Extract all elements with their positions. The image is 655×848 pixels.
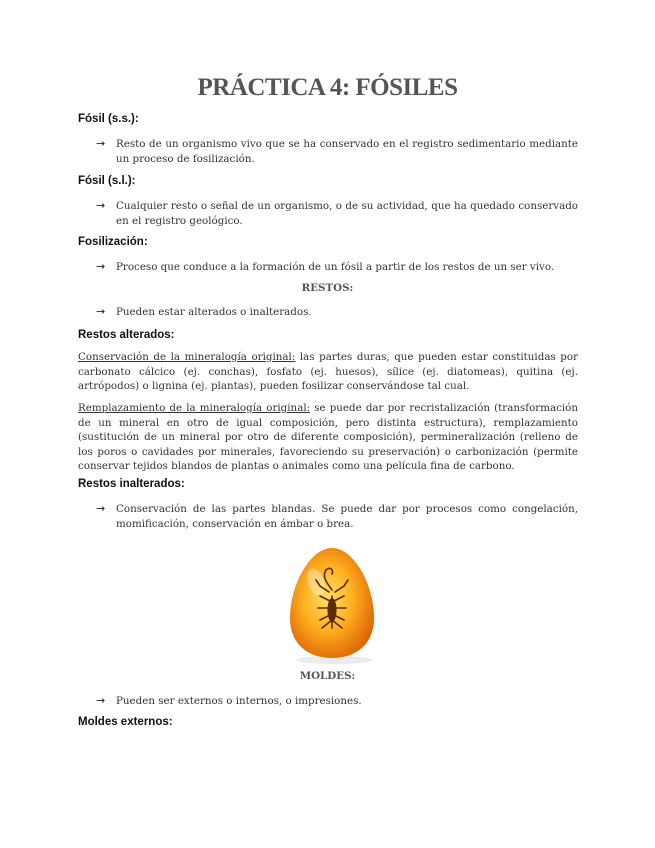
bullet-fosil-sl: → Cualquier resto o señal de un organismo, o de su actividad, que ha quedado conservado en el registro geológico. bbox=[96, 199, 578, 227]
term-remplazamiento: Remplazamiento de la mineralogía original: bbox=[78, 402, 311, 414]
bullet-restos-inalterados: → Conservación de las partes blandas. Se puede dar por procesos como congelación, momificación, conservación en ámbar o brea. bbox=[96, 502, 578, 530]
arrow-right-icon: → bbox=[96, 199, 106, 212]
term-conservacion: Conservación de la mineralogía original: bbox=[78, 351, 296, 363]
heading-fosil-sl: Fósil (s.l.): bbox=[78, 175, 136, 187]
arrow-right-icon: → bbox=[96, 305, 106, 318]
arrow-right-icon: → bbox=[96, 694, 106, 707]
arrow-right-icon: → bbox=[96, 260, 106, 273]
heading-restos-inalterados: Restos inalterados: bbox=[78, 478, 185, 490]
bullet-fosil-ss: → Resto de un organismo vivo que se ha conservado en el registro sedimentario mediante un proceso de fosilización. bbox=[96, 137, 578, 165]
paragraph-remplazamiento: Remplazamiento de la mineralogía original: se puede dar por recristalización (transformación de un mineral en otro de igual composición, pero distinta estructura), remplazamiento (sustitución de un mineral por otro de diferente composición), permineralización (relleno de los poros o cavidades por minerales, favoreciendo su preservación) o carbonización (permite conservar tejidos blandos de plantas o animales como una película fina de carbono. bbox=[78, 402, 578, 472]
arrow-right-icon: → bbox=[96, 137, 106, 150]
heading-fosil-ss: Fósil (s.s.): bbox=[78, 113, 139, 125]
bullet-restos: → Pueden estar alterados o inalterados. bbox=[96, 305, 312, 318]
bullet-fosilizacion: → Proceso que conduce a la formación de un fósil a partir de los restos de un ser vivo. bbox=[96, 260, 555, 273]
paragraph-conservacion: Conservación de la mineralogía original: las partes duras, que pueden estar constituidas por carbonato cálcico (ej. conchas), fosfato (ej. huesos), sílice (ej. diatomeas), quitina (ej. artrópodos) o lignina (ej. plantas), pueden fosilizar conservándose tal cual. bbox=[78, 351, 578, 392]
label-moldes: MOLDES: bbox=[299, 670, 356, 682]
amber-scorpion-image bbox=[282, 540, 382, 665]
page-title: PRÁCTICA 4: FÓSILES bbox=[197, 74, 458, 101]
bullet-moldes: → Pueden ser externos o internos, o impresiones. bbox=[96, 694, 362, 707]
arrow-right-icon: → bbox=[96, 502, 106, 515]
heading-moldes-externos: Moldes externos: bbox=[78, 716, 173, 728]
label-restos: RESTOS: bbox=[301, 282, 354, 294]
heading-fosilizacion: Fosilización: bbox=[78, 236, 148, 248]
heading-restos-alterados: Restos alterados: bbox=[78, 329, 175, 341]
